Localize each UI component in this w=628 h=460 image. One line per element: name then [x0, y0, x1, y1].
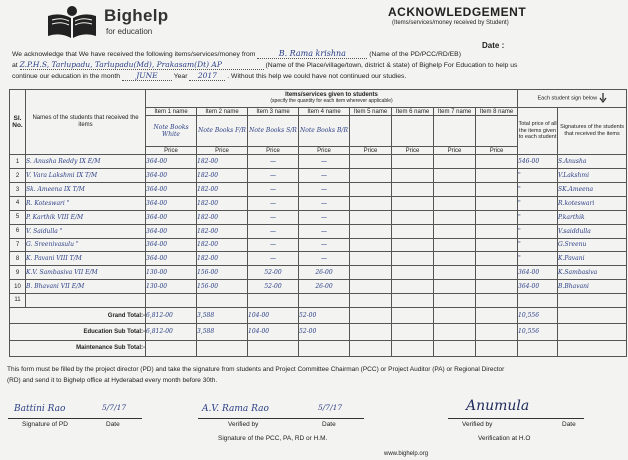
pd-date-label: Date [106, 421, 120, 428]
item-7-price-cell[interactable] [434, 266, 476, 280]
table-row [10, 293, 627, 307]
document-title: ACKNOWLEDGEMENT [388, 5, 527, 19]
edu-subtotal-sum[interactable]: 10,556 [518, 324, 558, 340]
pcc-signature: A.V. Rama Rao [202, 404, 269, 414]
item-5-price-cell[interactable] [350, 197, 392, 211]
item-4-price-cell[interactable]: — [299, 210, 350, 224]
website-url: www.bighelp.org [384, 451, 429, 457]
item-7-price-cell[interactable] [434, 210, 476, 224]
item-5-price-cell[interactable] [350, 266, 392, 280]
pd-sign-date: 5/7/17 [102, 403, 127, 412]
item-6-price-cell[interactable] [392, 155, 434, 169]
student-name-cell[interactable]: B. Bhavani VII E/M [26, 280, 146, 294]
item-4-value[interactable]: Note Books B/R [299, 116, 350, 146]
item-3-price-cell[interactable]: — [248, 252, 299, 266]
student-name-cell[interactable]: V. Vara Lakshmi IX T/M [26, 169, 146, 183]
item-name-label: Item 4 name [299, 107, 350, 116]
item-name-label: Item 8 name [476, 107, 518, 116]
intro-line-1 [12, 49, 461, 59]
item-3-value[interactable]: Note Books S/R [248, 116, 299, 146]
student-signature-cell[interactable]: V.saiddulla [558, 224, 627, 238]
item-5-price-cell[interactable] [350, 210, 392, 224]
item-2-price-cell[interactable]: 182-00 [197, 224, 248, 238]
item-2-price-cell[interactable]: 182-00 [197, 252, 248, 266]
services-title-text: Items/services given to students [285, 92, 378, 99]
item-1-price-cell[interactable]: 364-00 [146, 238, 197, 252]
item-6-price-cell[interactable] [392, 210, 434, 224]
sl-cell: 9 [10, 266, 26, 280]
student-signature-cell[interactable]: V.Lakshmi [558, 169, 627, 183]
grand-total-item-4[interactable]: 52-00 [299, 307, 350, 323]
student-signature-cell[interactable]: K.Sambasiva [558, 266, 627, 280]
item-8-price-cell[interactable] [476, 252, 518, 266]
total-price-cell[interactable] [518, 293, 558, 307]
total-price-cell[interactable]: " [518, 169, 558, 183]
place-field[interactable]: Z.P.H.S, Tarlupadu, Tarlupadu(Md), Prakasam(Dt) AP [20, 60, 264, 70]
price-label: Price [197, 146, 248, 155]
item-5-price-cell[interactable] [350, 280, 392, 294]
item-6-price-cell[interactable] [392, 183, 434, 197]
grand-total-sum[interactable]: 10,556 [518, 307, 558, 323]
item-8-price-cell[interactable] [476, 183, 518, 197]
item-6-value[interactable] [392, 116, 434, 146]
item-8-value[interactable] [476, 116, 518, 146]
total-price-cell[interactable]: 546-00 [518, 155, 558, 169]
table-row [10, 210, 627, 224]
item-3-price-cell[interactable]: — [248, 210, 299, 224]
item-6-price-cell[interactable] [392, 293, 434, 307]
item-2-price-cell[interactable]: 156-00 [197, 266, 248, 280]
item-7-value[interactable] [434, 116, 476, 146]
item-1-price-cell[interactable]: 364-00 [146, 169, 197, 183]
price-label: Price [299, 146, 350, 155]
month-field[interactable]: JUNE [122, 71, 172, 81]
grand-total-item-3[interactable]: 104-00 [248, 307, 299, 323]
intro-text: (Name of the PD/PCC/RD/EB) [369, 51, 461, 58]
item-3-price-cell[interactable]: 52-00 [248, 280, 299, 294]
item-5-price-cell[interactable] [350, 169, 392, 183]
item-4-price-cell[interactable]: — [299, 169, 350, 183]
instructions-line-1: This form must be filled by the project director (PD) and take the signature from students and Project Committee Chairman (PCC) or Project Auditor (PA) or Regional Director [7, 366, 505, 373]
intro-line-3 [12, 71, 406, 81]
item-name-label: Item 2 name [197, 107, 248, 116]
pcc-sign-line [198, 418, 364, 419]
ho-date-label: Date [562, 421, 576, 428]
total-price-cell[interactable]: " [518, 224, 558, 238]
student-name-cell[interactable]: P. Karthik VIII E/M [26, 210, 146, 224]
brand-name: Bighelp [104, 6, 169, 25]
item-2-price-cell[interactable] [197, 293, 248, 307]
student-name-cell[interactable]: Sk. Ameena IX T/M [26, 183, 146, 197]
services-title [146, 90, 518, 108]
item-3-price-cell[interactable]: — [248, 155, 299, 169]
total-price-cell[interactable]: 364-00 [518, 280, 558, 294]
item-2-price-cell[interactable]: 182-00 [197, 238, 248, 252]
item-5-price-cell[interactable] [350, 293, 392, 307]
intro-text: . Without this help we could have not continued our studies. [227, 73, 407, 80]
item-8-price-cell[interactable] [476, 224, 518, 238]
ho-verification-label: Verification at H.O [478, 435, 531, 442]
edu-subtotal-item-2[interactable]: 3,588 [197, 324, 248, 340]
student-signature-cell[interactable]: P.karthik [558, 210, 627, 224]
document-subtitle: (Items/services/money received by Student) [392, 20, 509, 26]
sl-cell: 7 [10, 238, 26, 252]
pcc-date-label: Date [322, 421, 336, 428]
item-name-label: Item 1 name [146, 107, 197, 116]
table-row [10, 252, 627, 266]
student-signature-cell[interactable]: B.Bhavani [558, 280, 627, 294]
item-2-price-cell[interactable]: 182-00 [197, 183, 248, 197]
item-name-label: Item 6 name [392, 107, 434, 116]
edu-subtotal-item-4[interactable]: 52-00 [299, 324, 350, 340]
item-2-price-cell[interactable]: 182-00 [197, 155, 248, 169]
item-1-price-cell[interactable]: 130-00 [146, 280, 197, 294]
year-field[interactable]: 2017 [189, 71, 225, 81]
item-8-price-cell[interactable] [476, 169, 518, 183]
student-name-header: Names of the students that received the items [26, 90, 146, 155]
item-3-price-cell[interactable]: 52-00 [248, 266, 299, 280]
item-7-price-cell[interactable] [434, 155, 476, 169]
sign-below-text: Each student sign below [537, 95, 598, 102]
total-price-cell[interactable]: " [518, 252, 558, 266]
item-3-price-cell[interactable]: — [248, 183, 299, 197]
item-8-price-cell[interactable] [476, 293, 518, 307]
total-price-cell[interactable]: " [518, 210, 558, 224]
sl-header: Sl. No. [10, 90, 26, 155]
item-1-price-cell[interactable]: 364-00 [146, 197, 197, 211]
price-label: Price [392, 146, 434, 155]
maintenance-subtotal-label: Maintenance Sub Total:- [10, 340, 146, 356]
edu-subtotal-item-1[interactable]: 6,812-00 [146, 324, 197, 340]
pd-sign-line [8, 418, 142, 419]
date-label: Date : [482, 41, 505, 50]
total-price-header: Total price of all the items given to each student [518, 107, 558, 155]
item-1-price-cell[interactable] [146, 293, 197, 307]
item-7-price-cell[interactable] [434, 238, 476, 252]
sl-cell: 5 [10, 210, 26, 224]
item-6-price-cell[interactable] [392, 280, 434, 294]
item-7-price-cell[interactable] [434, 252, 476, 266]
item-4-price-cell[interactable]: — [299, 252, 350, 266]
item-2-price-cell[interactable]: 182-00 [197, 169, 248, 183]
item-5-price-cell[interactable] [350, 183, 392, 197]
grand-total-item-1[interactable]: 6,812-00 [146, 307, 197, 323]
grand-total-label: Grand Total:- [10, 307, 146, 323]
grand-total-row [10, 307, 627, 323]
item-8-price-cell[interactable] [476, 280, 518, 294]
sl-cell: 2 [10, 169, 26, 183]
item-7-price-cell[interactable] [434, 293, 476, 307]
sign-below-header [518, 90, 627, 108]
item-7-price-cell[interactable] [434, 224, 476, 238]
education-subtotal-label: Education Sub Total:- [10, 324, 146, 340]
student-name-cell[interactable]: G. Sreenivasulu " [26, 238, 146, 252]
total-price-cell[interactable]: " [518, 183, 558, 197]
year-label: Year [173, 73, 188, 80]
item-4-price-cell[interactable]: 26-00 [299, 266, 350, 280]
table-row [10, 155, 627, 169]
pcc-sign-date: 5/7/17 [318, 403, 343, 412]
item-3-price-cell[interactable]: — [248, 169, 299, 183]
pd-signature: Battini Rao [14, 404, 66, 414]
item-4-price-cell[interactable]: — [299, 197, 350, 211]
services-subtitle: (specify the quantity for each item wherever applicable) [270, 98, 393, 105]
item-3-price-cell[interactable]: — [248, 224, 299, 238]
table-row [10, 197, 627, 211]
pcc-verified-label: Verified by [228, 421, 259, 428]
pcc-signature-label: Signature of the PCC, PA, RD or H.M. [218, 435, 328, 442]
items-table [9, 89, 627, 357]
sl-cell: 6 [10, 224, 26, 238]
item-1-price-cell[interactable]: 130-00 [146, 266, 197, 280]
total-price-cell[interactable]: " [518, 238, 558, 252]
item-1-value[interactable]: Note Books White [146, 116, 197, 146]
item-4-price-cell[interactable]: 26-00 [299, 280, 350, 294]
item-3-price-cell[interactable]: — [248, 238, 299, 252]
pd-name-field[interactable]: B. Rama krishna [257, 49, 367, 59]
signature-header: Signatures of the students that received the items [558, 107, 627, 155]
student-signature-cell[interactable]: S.Anusha [558, 155, 627, 169]
arrow-down-icon [599, 93, 607, 103]
item-1-price-cell[interactable]: 364-00 [146, 224, 197, 238]
ho-verified-label: Verified by [462, 421, 493, 428]
item-3-price-cell[interactable] [248, 293, 299, 307]
item-5-price-cell[interactable] [350, 155, 392, 169]
pd-signature-label: Signature of PD [22, 421, 68, 428]
sl-cell: 4 [10, 197, 26, 211]
item-6-price-cell[interactable] [392, 224, 434, 238]
student-signature-cell[interactable]: K.Pavani [558, 252, 627, 266]
item-7-price-cell[interactable] [434, 197, 476, 211]
item-7-price-cell[interactable] [434, 183, 476, 197]
item-2-price-cell[interactable]: 156-00 [197, 280, 248, 294]
item-6-price-cell[interactable] [392, 169, 434, 183]
item-2-price-cell[interactable]: 182-00 [197, 197, 248, 211]
item-6-price-cell[interactable] [392, 238, 434, 252]
sl-cell: 10 [10, 280, 26, 294]
total-price-cell[interactable]: " [518, 197, 558, 211]
item-1-price-cell[interactable]: 364-00 [146, 252, 197, 266]
item-1-price-cell[interactable]: 364-00 [146, 183, 197, 197]
sl-cell: 11 [10, 293, 26, 307]
student-name-cell[interactable]: K. Pavani VIII T/M [26, 252, 146, 266]
price-label: Price [476, 146, 518, 155]
student-signature-cell[interactable]: R.koteswari [558, 197, 627, 211]
item-8-price-cell[interactable] [476, 210, 518, 224]
student-signature-cell[interactable]: G.Sreenu [558, 238, 627, 252]
item-7-price-cell[interactable] [434, 169, 476, 183]
table-row [10, 266, 627, 280]
student-name-cell[interactable]: S. Anusha Reddy IX E/M [26, 155, 146, 169]
intro-text: continue our education in the month [12, 73, 121, 80]
at-label: at [12, 62, 18, 69]
item-7-price-cell[interactable] [434, 280, 476, 294]
sl-cell: 1 [10, 155, 26, 169]
item-5-price-cell[interactable] [350, 224, 392, 238]
item-name-label: Item 7 name [434, 107, 476, 116]
intro-line-2 [12, 60, 517, 70]
item-name-label: Item 5 name [350, 107, 392, 116]
edu-subtotal-item-3[interactable]: 104-00 [248, 324, 299, 340]
item-name-label: Item 3 name [248, 107, 299, 116]
student-signature-cell[interactable] [558, 293, 627, 307]
price-label: Price [434, 146, 476, 155]
item-3-price-cell[interactable]: — [248, 197, 299, 211]
price-label: Price [248, 146, 299, 155]
book-logo-icon [46, 4, 98, 40]
student-name-cell[interactable] [26, 293, 146, 307]
table-row [10, 280, 627, 294]
item-1-price-cell[interactable]: 364-00 [146, 210, 197, 224]
ho-sign-line [448, 418, 584, 419]
item-8-price-cell[interactable] [476, 266, 518, 280]
student-name-cell[interactable]: R. Koteswari " [26, 197, 146, 211]
item-4-price-cell[interactable]: — [299, 238, 350, 252]
item-4-price-cell[interactable]: — [299, 155, 350, 169]
student-signature-cell[interactable]: SK.Ameena [558, 183, 627, 197]
item-5-price-cell[interactable] [350, 238, 392, 252]
item-6-price-cell[interactable] [392, 252, 434, 266]
item-5-price-cell[interactable] [350, 252, 392, 266]
table-row [10, 183, 627, 197]
maintenance-subtotal-row [10, 340, 627, 356]
table-row [10, 169, 627, 183]
sl-cell: 3 [10, 183, 26, 197]
item-2-price-cell[interactable]: 182-00 [197, 210, 248, 224]
student-name-cell[interactable]: V. Saidulla " [26, 224, 146, 238]
instructions-line-2: (RD) and send it to Bighelp office at Hyderabad every month before 30th. [7, 377, 218, 384]
item-8-price-cell[interactable] [476, 238, 518, 252]
item-8-price-cell[interactable] [476, 155, 518, 169]
item-4-price-cell[interactable] [299, 293, 350, 307]
table-row [10, 224, 627, 238]
item-8-price-cell[interactable] [476, 197, 518, 211]
total-price-cell[interactable]: 364-00 [518, 266, 558, 280]
grand-total-item-2[interactable]: 3,588 [197, 307, 248, 323]
table-row [10, 238, 627, 252]
sl-cell: 8 [10, 252, 26, 266]
education-subtotal-row [10, 324, 627, 340]
item-6-price-cell[interactable] [392, 266, 434, 280]
item-4-price-cell[interactable]: — [299, 224, 350, 238]
item-1-price-cell[interactable]: 364-00 [146, 155, 197, 169]
item-6-price-cell[interactable] [392, 197, 434, 211]
student-name-cell[interactable]: K.V. Sambasiva VII E/M [26, 266, 146, 280]
ho-signature: Anumula [466, 398, 530, 414]
item-5-value[interactable] [350, 116, 392, 146]
item-4-price-cell[interactable]: — [299, 183, 350, 197]
item-2-value[interactable]: Note Books F/R [197, 116, 248, 146]
price-label: Price [350, 146, 392, 155]
intro-text: (Name of the Place/village/town, district & state) of Bighelp For Education to help us [265, 62, 518, 69]
intro-text: We acknowledge that We have received the following items/services/money from [12, 51, 256, 58]
brand-tagline: for education [106, 27, 153, 36]
price-label: Price [146, 146, 197, 155]
